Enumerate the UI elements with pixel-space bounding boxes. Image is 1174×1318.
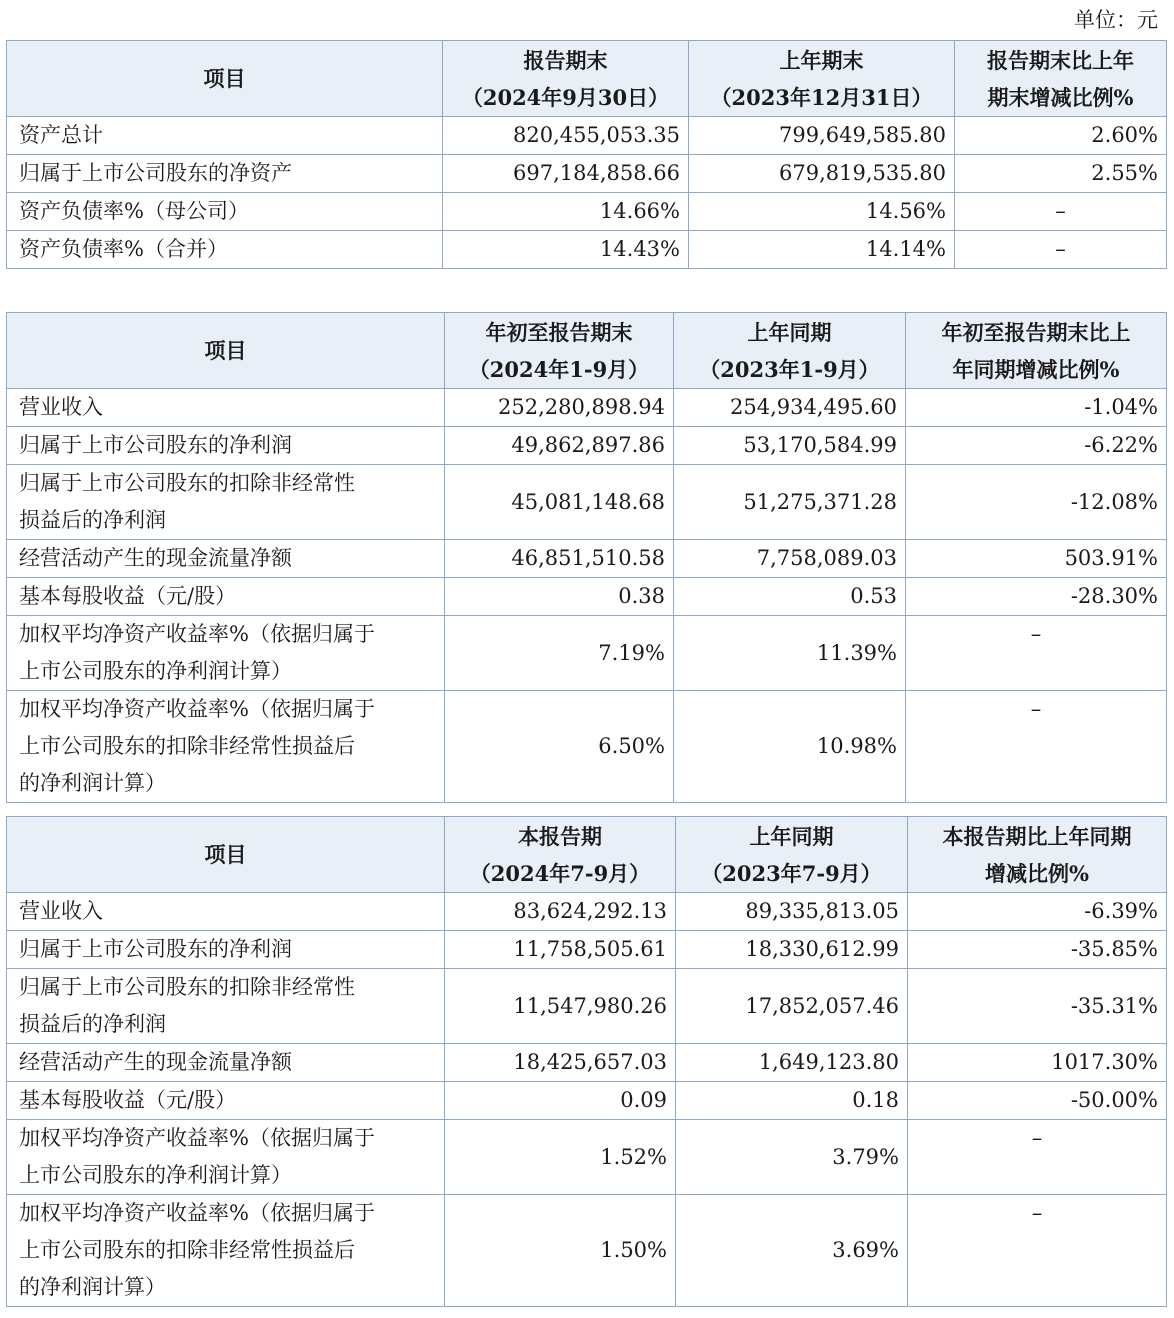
table-row [7,193,1167,231]
row-label-line: 经营活动产生的现金流量净额 [19,546,292,570]
row-label [7,389,445,427]
table-header-row [7,817,1167,893]
value-current: 1.52% [445,1120,676,1195]
value-current: 45,081,148.68 [445,465,674,540]
header-col2: 上年同期 （2023年7-9月） [676,817,908,893]
value-change: -12.08% [906,465,1167,540]
value-change: -28.30% [906,578,1167,616]
table-row [7,427,1167,465]
value-prior: 17,852,057.46 [676,969,908,1044]
row-label [7,1044,445,1082]
row-label-line: 上市公司股东的净利润计算） [19,1163,292,1187]
value-current: 0.38 [445,578,674,616]
table-row [7,691,1167,803]
table-row [7,465,1167,540]
value-current: 1.50% [445,1195,676,1307]
row-label [7,1082,445,1120]
table-row [7,1120,1167,1195]
table-header-row [7,41,1167,117]
row-label-line: 加权平均净资产收益率%（依据归属于 [19,697,375,721]
value-prior: 53,170,584.99 [674,427,906,465]
row-label [7,691,445,803]
row-label-line: 加权平均净资产收益率%（依据归属于 [19,1201,375,1225]
header-col3: 年初至报告期末比上 年同期增减比例% [906,313,1167,389]
value-prior: 14.56% [689,193,955,231]
value-change: -35.85% [908,931,1167,969]
table-row [7,231,1167,269]
row-label [7,465,445,540]
table-row [7,1082,1167,1120]
header-col2: 上年同期 （2023年1-9月） [674,313,906,389]
unit-label: 单位：元 [1074,8,1158,32]
value-current: 83,624,292.13 [445,893,676,931]
value-change: 1017.30% [908,1044,1167,1082]
value-prior: 14.14% [689,231,955,269]
value-change: – [906,616,1167,691]
row-label-line: 归属于上市公司股东的扣除非经常性 [19,471,355,495]
row-label-line: 加权平均净资产收益率%（依据归属于 [19,622,375,646]
row-label-line: 归属于上市公司股东的净利润 [19,937,292,961]
value-prior: 11.39% [674,616,906,691]
row-label-line: 的净利润计算） [19,1275,166,1299]
value-change: – [908,1195,1167,1307]
row-label-line: 上市公司股东的扣除非经常性损益后 [19,1238,355,1262]
row-label [7,893,445,931]
table-row [7,1195,1167,1307]
value-change: – [906,691,1167,803]
value-current: 14.43% [443,231,689,269]
value-prior: 254,934,495.60 [674,389,906,427]
value-prior: 18,330,612.99 [676,931,908,969]
value-prior: 799,649,585.80 [689,117,955,155]
header-col1: 报告期末 （2024年9月30日） [443,41,689,117]
row-label: 资产总计 [7,117,443,155]
table-row [7,1044,1167,1082]
row-label-line: 损益后的净利润 [19,508,166,532]
quarter-table [6,816,1167,1307]
row-label-line: 营业收入 [19,899,103,923]
table-row [7,540,1167,578]
row-label [7,1120,445,1195]
value-change: -50.00% [908,1082,1167,1120]
value-change: -35.31% [908,969,1167,1044]
value-prior: 51,275,371.28 [674,465,906,540]
value-change: – [955,193,1167,231]
value-current: 697,184,858.66 [443,155,689,193]
value-change: 503.91% [906,540,1167,578]
value-current: 0.09 [445,1082,676,1120]
row-label [7,969,445,1044]
table-row [7,893,1167,931]
row-label-line: 营业收入 [19,395,103,419]
table-row [7,616,1167,691]
row-label-line: 基本每股收益（元/股） [19,1088,237,1112]
value-prior: 89,335,813.05 [676,893,908,931]
value-change: – [955,231,1167,269]
row-label-line: 加权平均净资产收益率%（依据归属于 [19,1126,375,1150]
value-current: 252,280,898.94 [445,389,674,427]
row-label: 资产负债率%（合并） [7,231,443,269]
value-prior: 10.98% [674,691,906,803]
value-current: 49,862,897.86 [445,427,674,465]
value-current: 7.19% [445,616,674,691]
row-label-line: 上市公司股东的扣除非经常性损益后 [19,734,355,758]
table-row [7,969,1167,1044]
value-change: -1.04% [906,389,1167,427]
value-prior: 7,758,089.03 [674,540,906,578]
row-label: 归属于上市公司股东的净资产 [7,155,443,193]
value-prior: 3.79% [676,1120,908,1195]
header-col1: 本报告期 （2024年7-9月） [445,817,676,893]
table-row [7,931,1167,969]
value-change: 2.60% [955,117,1167,155]
value-change: -6.22% [906,427,1167,465]
row-label [7,616,445,691]
header-col2: 上年期末 （2023年12月31日） [689,41,955,117]
value-current: 820,455,053.35 [443,117,689,155]
row-label-line: 的净利润计算） [19,771,166,795]
value-prior: 0.53 [674,578,906,616]
value-prior: 3.69% [676,1195,908,1307]
header-item: 项目 [7,313,445,389]
row-label [7,540,445,578]
row-label-line: 损益后的净利润 [19,1012,166,1036]
value-current: 46,851,510.58 [445,540,674,578]
value-change: 2.55% [955,155,1167,193]
header-col3: 本报告期比上年同期 增减比例% [908,817,1167,893]
ytd-table [6,312,1167,803]
value-change: -6.39% [908,893,1167,931]
row-label-line: 基本每股收益（元/股） [19,584,237,608]
header-col1: 年初至报告期末 （2024年1-9月） [445,313,674,389]
table-row [7,117,1167,155]
table-header-row [7,313,1167,389]
value-current: 11,758,505.61 [445,931,676,969]
row-label [7,578,445,616]
value-change: – [908,1120,1167,1195]
value-prior: 679,819,535.80 [689,155,955,193]
value-prior: 0.18 [676,1082,908,1120]
value-current: 14.66% [443,193,689,231]
value-current: 11,547,980.26 [445,969,676,1044]
table-row [7,155,1167,193]
row-label-line: 归属于上市公司股东的净利润 [19,433,292,457]
header-item: 项目 [7,41,443,117]
row-label [7,931,445,969]
table-row [7,578,1167,616]
header-col3: 报告期末比上年 期末增减比例% [955,41,1167,117]
row-label-line: 上市公司股东的净利润计算） [19,659,292,683]
value-prior: 1,649,123.80 [676,1044,908,1082]
header-item: 项目 [7,817,445,893]
value-current: 6.50% [445,691,674,803]
row-label [7,1195,445,1307]
row-label-line: 经营活动产生的现金流量净额 [19,1050,292,1074]
row-label [7,427,445,465]
row-label-line: 归属于上市公司股东的扣除非经常性 [19,975,355,999]
table-row [7,389,1167,427]
value-current: 18,425,657.03 [445,1044,676,1082]
balance-table [6,40,1167,269]
row-label: 资产负债率%（母公司） [7,193,443,231]
